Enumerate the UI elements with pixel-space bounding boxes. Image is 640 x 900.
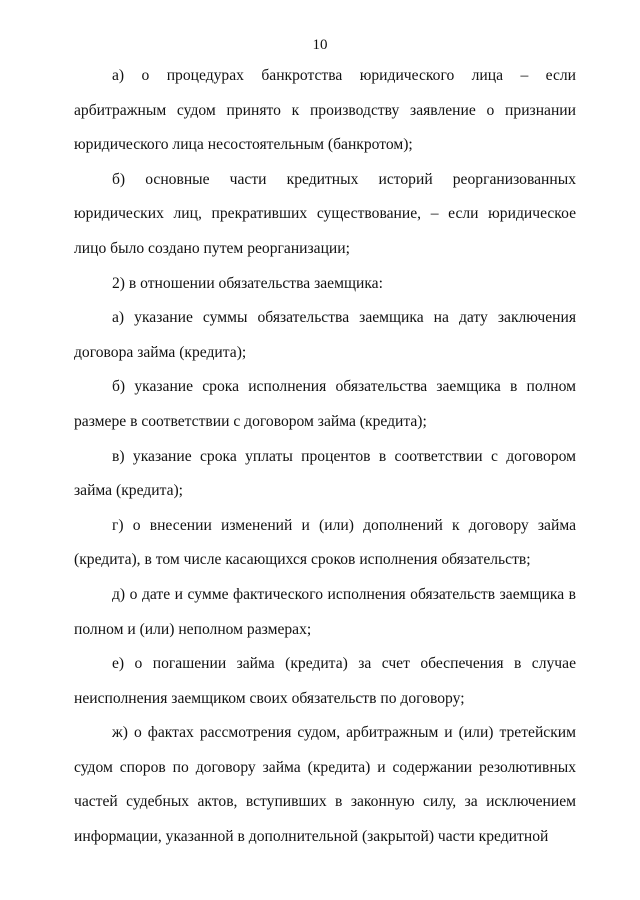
page-number: 10 bbox=[312, 37, 328, 53]
paragraph-bankruptcy: а) о процедурах банкротства юридического лица – если арбитражным судом принято к производству заявление о признании юридического лица несостоятельным (банкротом); bbox=[74, 67, 576, 154]
paragraph-contract-changes: г) о внесении изменений и (или) дополнений к договору займа (кредита), в том числе касающихся сроков исполнения обязательств; bbox=[74, 516, 576, 569]
paragraph-actual-performance: д) о дате и сумме фактического исполнения обязательств заемщика в полном и (или) неполном размерах; bbox=[74, 585, 576, 638]
paragraph-reorganized-histories: б) основные части кредитных историй реорганизованных юридических лиц, прекративших существование, – если юридическое лицо было создано путем реорганизации; bbox=[74, 170, 576, 257]
paragraph-interest-term: в) указание срока уплаты процентов в соответствии с договором займа (кредита); bbox=[74, 447, 576, 500]
document-body bbox=[74, 59, 576, 855]
paragraph-collateral-repayment: е) о погашении займа (кредита) за счет обеспечения в случае неисполнения заемщиком своих обязательств по договору; bbox=[74, 655, 576, 707]
paragraph-obligation-heading: 2) в отношении обязательства заемщика: bbox=[112, 274, 383, 292]
paragraph-obligation-term: б) указание срока исполнения обязательства заемщика в полном размере в соответствии с договором займа (кредита); bbox=[74, 378, 576, 430]
paragraph-obligation-amount: а) указание суммы обязательства заемщика на дату заключения договора займа (кредита); bbox=[74, 309, 576, 361]
paragraph-court-disputes: ж) о фактах рассмотрения судом, арбитражным и (или) третейским судом споров по договору займа (кредита) и содержании резолютивных частей судебных актов, вступивших в законную силу, за исключением информации, указанной в дополнительной (закрытой) части кредитной bbox=[74, 724, 576, 846]
